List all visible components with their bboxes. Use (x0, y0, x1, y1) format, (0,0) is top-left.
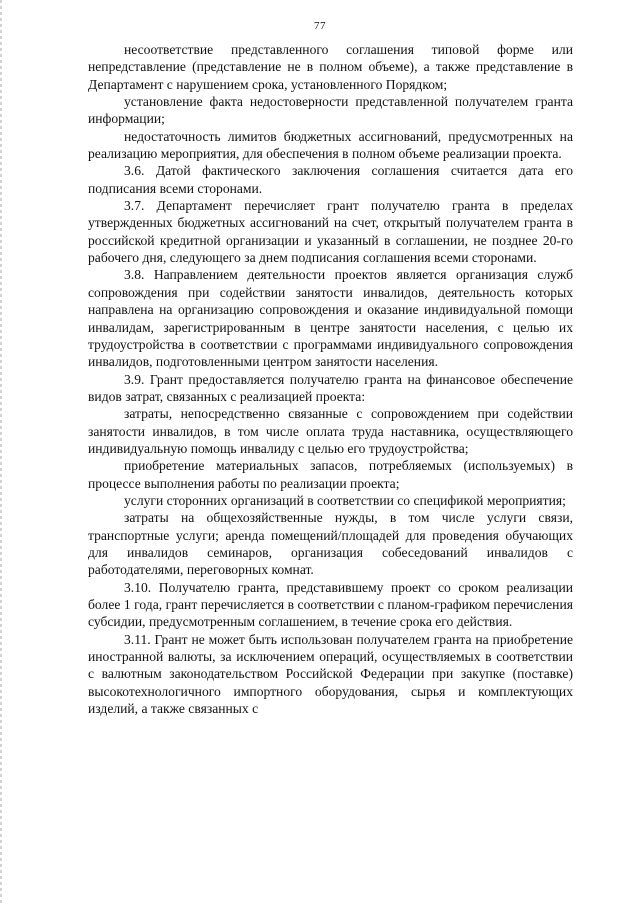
paragraph: 3.9. Грант предоставляется получателю гранта на финансовое обеспечение видов затрат, связанных с реализацией проекта: (88, 371, 573, 404)
paragraph: 3.11. Грант не может быть использован получателем гранта на приобретение иностранной валюты, за исключением операций, осуществляемых в соответствии с валютным законодательством Российской Федерации при закупке (поставке) высокотехнологичного импортного оборудования, сырья и комплектующих изделий, а также связанных с (88, 631, 573, 717)
paragraph: 3.6. Датой фактического заключения соглашения считается дата его подписания всеми сторонами. (88, 163, 573, 196)
paragraph: 3.10. Получателю гранта, представившему проект со сроком реализации более 1 года, грант перечисляется в соответствии с планом-графиком перечисления субсидии, предусмотренным соглашением, в течение срока его действия. (88, 579, 573, 630)
scan-edge-shadow (0, 0, 2, 905)
paragraph: недостаточность лимитов бюджетных ассигнований, предусмотренных на реализацию мероприятия, для обеспечения в полном объеме реализации проекта. (88, 128, 573, 162)
paragraph: несоответствие представленного соглашения типовой форме или непредставление (представление не в полном объеме), а также представление в Департамент с нарушением срока, установленного Порядком; (88, 42, 573, 92)
paragraph: 3.8. Направлением деятельности проектов является организация служб сопровождения при содействии занятости инвалидов, деятельность которых направлена на организацию сопровождения и оказание индивидуальной помощи инвалидам, зарегистрированным в центре занятости населения, с целью их трудоустройства в соответствии с программами индивидуального сопровождения инвалидов, подготовленными центром занятости населения. (88, 267, 573, 370)
document-body (88, 41, 573, 717)
paragraph: установление факта недостоверности представленной получателем гранта информации; (88, 94, 573, 127)
paragraph: 3.7. Департамент перечисляет грант получателю гранта в пределах утвержденных бюджетных ассигнований на счет, открытый получателем гранта в российской кредитной организации и указанный в соглашении, не позднее 20-го рабочего дня, следующего за днем подписания соглашения всеми сторонами. (88, 198, 573, 266)
paragraph: приобретение материальных запасов, потребляемых (используемых) в процессе выполнения работы по реализации проекта; (88, 458, 573, 491)
paragraph: затраты, непосредственно связанные с сопровождением при содействии занятости инвалидов, в том числе оплата труда наставника, осуществляющего индивидуальную помощь инвалиду с целью его трудоустройства; (88, 406, 573, 456)
paragraph: услуги сторонних организаций в соответствии со спецификой мероприятия; (124, 492, 566, 508)
page-number: 77 (314, 20, 326, 32)
paragraph: затраты на общехозяйственные нужды, в том числе услуги связи, транспортные услуги; аренда помещений/площадей для проведения обучающих для инвалидов семинаров, организация собеседований инвалидов с работодателями, переговорных комнат. (88, 510, 573, 578)
